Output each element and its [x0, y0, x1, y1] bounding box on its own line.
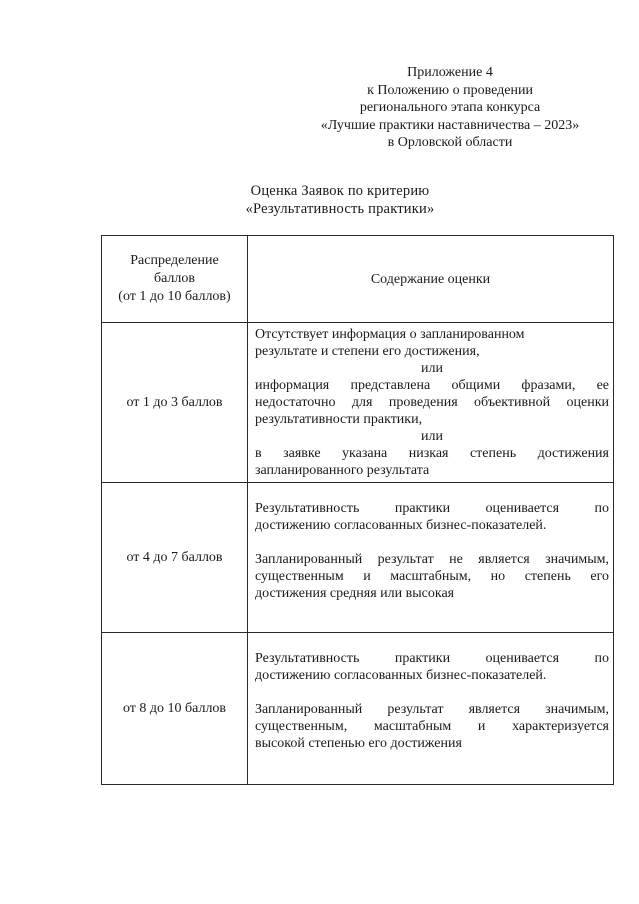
content-line: существенным и масштабным, но степень его	[255, 569, 609, 584]
table-row	[102, 633, 614, 785]
header-score-line: Распределение	[130, 253, 219, 268]
header-content-cell: Содержание оценки	[248, 236, 614, 323]
appendix-block	[300, 64, 600, 152]
table-row	[102, 323, 614, 483]
content-line: или	[421, 429, 443, 444]
content-line: высокой степенью его достижения	[255, 736, 462, 751]
content-line: результате и степени его достижения,	[255, 344, 480, 359]
content-line: Результативность практики оценивается по	[255, 651, 609, 666]
score-range-cell: от 1 до 3 баллов	[102, 323, 248, 483]
paragraph-gap	[255, 684, 609, 701]
content-cell	[248, 633, 614, 785]
appendix-line: в Орловской области	[387, 135, 513, 150]
appendix-line: Приложение 4	[407, 65, 493, 80]
header-score-line: баллов	[153, 271, 196, 286]
appendix-line: регионального этапа конкурса	[359, 100, 541, 115]
content-line: Результативность практики оценивается по	[255, 501, 609, 516]
content-line: Запланированный результат является значимым,	[255, 702, 609, 717]
content-line: запланированного результата	[255, 463, 430, 478]
content-line: Отсутствует информация о запланированном	[255, 327, 525, 342]
score-range-cell: от 4 до 7 баллов	[102, 483, 248, 633]
content-cell	[248, 483, 614, 633]
document-heading	[150, 182, 530, 218]
content-line: или	[421, 361, 443, 376]
content-line: результативности практики,	[255, 412, 423, 427]
content-line: в заявке указана низкая степень достижения	[255, 446, 609, 461]
header-score-cell	[102, 236, 248, 323]
content-line: достижению согласованных бизнес-показателей.	[255, 518, 547, 533]
heading-line: Оценка Заявок по критерию	[250, 183, 430, 199]
score-range-cell: от 8 до 10 баллов	[102, 633, 248, 785]
table-row	[102, 483, 614, 633]
content-line: достижения средняя или высокая	[255, 586, 455, 601]
content-line: недостаточно для проведения объективной оценки	[255, 395, 609, 410]
content-line: достижению согласованных бизнес-показателей.	[255, 668, 547, 683]
heading-line: «Результативность практики»	[245, 201, 435, 217]
content-cell	[248, 323, 614, 483]
header-score-line: (от 1 до 10 баллов)	[118, 289, 231, 304]
content-line: Запланированный результат не является значимым,	[255, 552, 609, 567]
appendix-line: к Положению о проведении	[367, 82, 533, 98]
appendix-line: «Лучшие практики наставничества – 2023»	[320, 117, 580, 133]
criteria-table	[101, 235, 614, 785]
paragraph-gap	[255, 534, 609, 551]
content-line: информация представлена общими фразами, ее	[255, 378, 609, 393]
table-header-row	[102, 236, 614, 323]
content-line: существенным, масштабным и характеризуется	[255, 719, 609, 734]
